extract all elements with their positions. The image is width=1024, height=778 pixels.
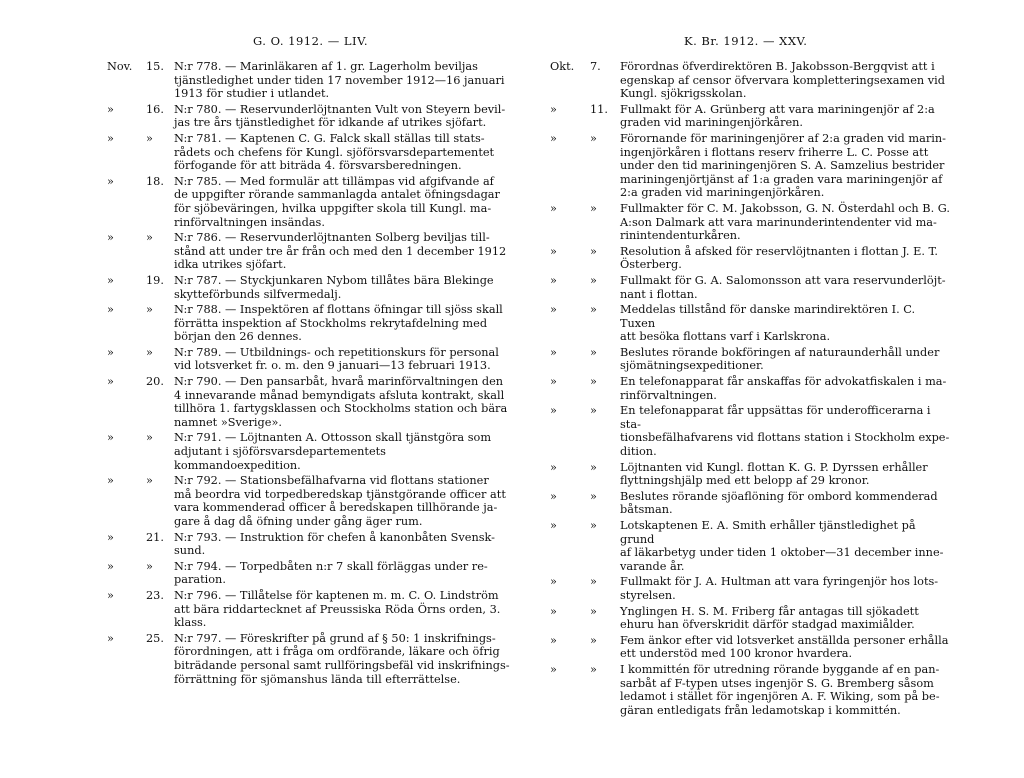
right-entry — [550, 346, 950, 373]
entry-day: » — [590, 404, 597, 418]
entry-month: » — [550, 460, 557, 474]
entry-day: » — [590, 345, 597, 359]
entry-text: Löjtnanten vid Kungl. flottan K. G. P. Dyrssen erhåller flyttningshjälp med ett belopp af 29 kronor. — [620, 460, 928, 488]
entry-day: 20. — [146, 375, 164, 389]
left-entry — [100, 60, 512, 101]
entry-text: N:r 797. — Föreskrifter på grund af § 50: 1 inskrifnings- förordningen, att i fråga om ordförande, läkare och öfrig biträdande personal samt rullföringsbefäl vid inskrifnings- förrättning för sjömanshus lända till efterrättelse. — [174, 631, 510, 686]
left-entry — [100, 274, 512, 301]
entry-day: » — [590, 633, 597, 647]
left-entry — [100, 474, 512, 528]
entry-day: » — [590, 575, 597, 589]
entry-text: N:r 796. — Tillåtelse för kaptenen m. m. C. O. Lindström att bära riddartecknet af Preussiska Röda Örns orden, 3. klass. — [174, 588, 501, 630]
right-column — [550, 60, 950, 717]
right-page-header: K. Br. 1912. — XXV. — [684, 34, 808, 48]
entry-text: Förornande för mariningenjörer af 2:a graden vid marin- ingenjörkåren i flottans reserv friherre L. C. Posse att under den tid mariningenjören S. A. Samzelius bestrider mariningenjörtjänst af 1:a graden vara mariningenjör af 2:a graden vid mariningenjörkåren. — [620, 131, 946, 200]
right-entry — [550, 245, 950, 272]
entry-text: N:r 790. — Den pansarbåt, hvarå marinförvaltningen den 4 innevarande månad bemyndigats afsluta kontrakt, skall tillhöra 1. fartygsklassen och Stockholms station och bära namnet »Sverige». — [174, 375, 508, 429]
entry-text: N:r 787. — Styckjunkaren Nybom tillåtes bära Blekinge skytteförbunds silfvermedalj. — [174, 273, 494, 301]
entry-text: Resolution å afsked för reservlöjtnanten i flottan J. E. T. Österberg. — [620, 244, 939, 272]
entry-month: » — [107, 102, 114, 116]
entry-day: » — [590, 375, 597, 389]
entry-text: Beslutes rörande bokföringen af naturaunderhåll under sjömätningsexpeditioner. — [620, 345, 940, 373]
entry-text: Lotskaptenen E. A. Smith erhåller tjänstledighet på grund af läkarbetyg under tiden 1 oktober—31 december inne- varande år. — [620, 519, 944, 573]
entry-month: » — [550, 575, 557, 589]
entry-day: » — [146, 431, 153, 445]
entry-month: » — [550, 519, 557, 532]
left-entry — [100, 175, 512, 229]
entry-text: Fullmakter för C. M. Jakobsson, G. N. Österdahl och B. G. A:son Dalmark att vara marinunderintendenter vid ma- rinintendenturkåren. — [620, 201, 950, 243]
right-entry — [550, 404, 950, 458]
entry-text: N:r 792. — Stationsbefälhafvarna vid flottans stationer må beordra vid torpedberedskap tjänstgörande officer att vara kommenderad officer å beredskapen tillhörande ja- gare å dag då öfning under gång äger rum. — [174, 474, 506, 528]
entry-month: » — [107, 631, 114, 645]
entry-text: N:r 785. — Med formulär att tillämpas vid afgifvande af de uppgifter rörande sammanlagda antalet öfningsdagar för sjöbeväringen, hvilka uppgifter skola till Kungl. ma- rinförvaltningen insändas. — [174, 174, 500, 229]
entry-text: Förordnas öfverdirektören B. Jakobsson-Bergqvist att i egenskap af censor öfvervara kompletteringsexamen vid Kungl. sjökrigsskolan. — [620, 60, 946, 101]
left-entry — [100, 103, 512, 130]
entry-day: » — [590, 244, 597, 258]
left-column — [100, 60, 512, 686]
entry-month: » — [550, 404, 557, 418]
entry-month: » — [107, 530, 114, 544]
entry-month: » — [550, 273, 557, 287]
right-entry — [550, 634, 950, 661]
entry-month: » — [107, 431, 114, 445]
left-entry — [100, 303, 512, 344]
right-entry — [550, 375, 950, 402]
entry-day: » — [146, 345, 153, 359]
left-entry — [100, 132, 512, 173]
entry-day: 25. — [146, 631, 164, 645]
entry-text: Meddelas tillstånd för danske marindirektören I. C. Tuxen att besöka flottans varf i Karlskrona. — [620, 303, 916, 344]
entry-day: 16. — [146, 102, 164, 116]
entry-text: En telefonapparat får anskaffas för advokatfiskalen i ma- rinförvaltningen. — [620, 375, 947, 402]
entry-month: » — [107, 303, 114, 317]
entry-text: N:r 781. — Kaptenen C. G. Falck skall ställas till stats- rådets och chefens för Kungl. sjöförsvarsdepartementet förfogande för att biträda 4. försvarsberedningen. — [174, 131, 495, 173]
entry-month: Okt. — [550, 60, 575, 73]
entry-day: » — [146, 559, 153, 573]
right-entry — [550, 202, 950, 243]
entry-day: 23. — [146, 588, 164, 602]
entry-day: » — [146, 231, 153, 245]
right-entry — [550, 132, 950, 200]
right-entry — [550, 663, 950, 717]
entry-text: Fullmakt för J. A. Hultman att vara fyringenjör hos lots- styrelsen. — [620, 575, 939, 602]
entry-day: » — [146, 303, 153, 317]
entry-month: » — [107, 375, 114, 389]
right-entry — [550, 575, 950, 602]
entry-day: » — [590, 273, 597, 287]
left-entry — [100, 431, 512, 472]
entry-month: » — [107, 131, 114, 145]
entry-month: » — [107, 345, 114, 359]
entry-month: » — [550, 489, 557, 503]
entry-text: N:r 793. — Instruktion för chefen å kanonbåten Svensk- sund. — [174, 530, 495, 558]
entry-text: N:r 794. — Torpedbåten n:r 7 skall förläggas under re- paration. — [174, 559, 488, 587]
right-entry — [550, 60, 950, 101]
right-entry — [550, 274, 950, 301]
entry-month: » — [550, 662, 557, 676]
entry-text: I kommittén för utredning rörande byggande af en pan- sarbåt af F-typen utses ingenjör S. G. Bremberg såsom ledamot i stället för ingenjören A. F. Wiking, som på be- gäran entledigats från ledamotskap i kommittén. — [620, 662, 940, 717]
entry-text: N:r 778. — Marinläkaren af 1. gr. Lagerholm beviljas tjänstledighet under tiden 17 november 1912—16 januari 1913 för studier i utlandet. — [174, 60, 505, 101]
entry-day: » — [146, 474, 153, 488]
right-entry — [550, 303, 950, 344]
entry-month: » — [107, 474, 114, 488]
right-entry — [550, 461, 950, 488]
entry-day: » — [590, 460, 597, 474]
entry-month: » — [550, 604, 557, 618]
entry-text: N:r 786. — Reservunderlöjtnanten Solberg beviljas till- stånd att under tre år från och med den 1 december 1912 idka utrikes sjöfart. — [174, 231, 507, 272]
entry-month: » — [550, 131, 557, 145]
left-entry — [100, 632, 512, 686]
entry-month: » — [550, 201, 557, 215]
entry-month: » — [550, 244, 557, 258]
entry-month: » — [550, 303, 557, 317]
right-entry — [550, 605, 950, 632]
entry-month: » — [107, 559, 114, 573]
entry-day: » — [590, 519, 597, 532]
left-entry — [100, 589, 512, 630]
entry-day: » — [590, 489, 597, 503]
entry-text: N:r 780. — Reservunderlöjtnanten Vult von Steyern bevil- jas tre års tjänstledighet för idkande af utrikes sjöfart. — [174, 102, 506, 130]
entry-text: N:r 788. — Inspektören af flottans öfningar till sjöss skall förrätta inspektion af Stockholms rekrytafdelning med början den 26 dennes. — [174, 303, 503, 344]
entry-text: N:r 791. — Löjtnanten A. Ottosson skall tjänstgöra som adjutant i sjöförsvarsdepartementets kommandoexpedition. — [174, 431, 492, 472]
entry-text: Fem änkor efter vid lotsverket anställda personer erhålla ett understöd med 100 kronor hvardera. — [620, 633, 949, 661]
left-entry — [100, 531, 512, 558]
entry-day: » — [590, 131, 597, 145]
entry-text: Fullmakt för G. A. Salomonsson att vara reservunderlöjt- nant i flottan. — [620, 273, 946, 301]
entry-day: 19. — [146, 273, 164, 287]
left-entry — [100, 375, 512, 429]
entry-month: » — [107, 273, 114, 287]
right-entry — [550, 103, 950, 130]
entry-text: En telefonapparat får uppsättas för underofficerarna i sta- tionsbefälhafvarens vid flottans station i Stockholm expe- dition. — [620, 404, 950, 459]
entry-text: Fullmakt för A. Grünberg att vara mariningenjör af 2:a graden vid mariningenjörkåren. — [620, 102, 935, 130]
entry-month: » — [550, 102, 557, 116]
entry-day: » — [590, 303, 597, 317]
entry-day: 7. — [590, 60, 601, 73]
entry-month: » — [107, 231, 114, 245]
entry-month: » — [550, 375, 557, 389]
entry-day: 21. — [146, 530, 164, 544]
entry-day: 15. — [146, 60, 164, 73]
entry-month: » — [107, 588, 114, 602]
entry-day: » — [590, 201, 597, 215]
entry-month: » — [550, 345, 557, 359]
entry-day: » — [146, 131, 153, 145]
entry-text: Beslutes rörande sjöaflöning för ombord kommenderad båtsman. — [620, 489, 938, 517]
left-entry — [100, 231, 512, 272]
right-entry — [550, 490, 950, 517]
entry-text: Ynglingen H. S. M. Friberg får antagas till sjökadett ehuru han öfverskridit därför stadgad maximiålder. — [620, 604, 919, 632]
left-page-header: G. O. 1912. — LIV. — [253, 34, 369, 48]
right-entry — [550, 519, 950, 573]
left-entry — [100, 346, 512, 373]
entry-month: Nov. — [107, 60, 133, 73]
entry-month: » — [107, 174, 114, 188]
entry-text: N:r 789. — Utbildnings- och repetitionskurs för personal vid lotsverket fr. o. m. den 9 januari—13 februari 1913. — [174, 345, 499, 373]
entry-day: » — [590, 604, 597, 618]
entry-day: » — [590, 662, 597, 676]
left-entry — [100, 560, 512, 587]
entry-day: 18. — [146, 174, 164, 188]
entry-day: 11. — [590, 102, 608, 116]
entry-month: » — [550, 633, 557, 647]
